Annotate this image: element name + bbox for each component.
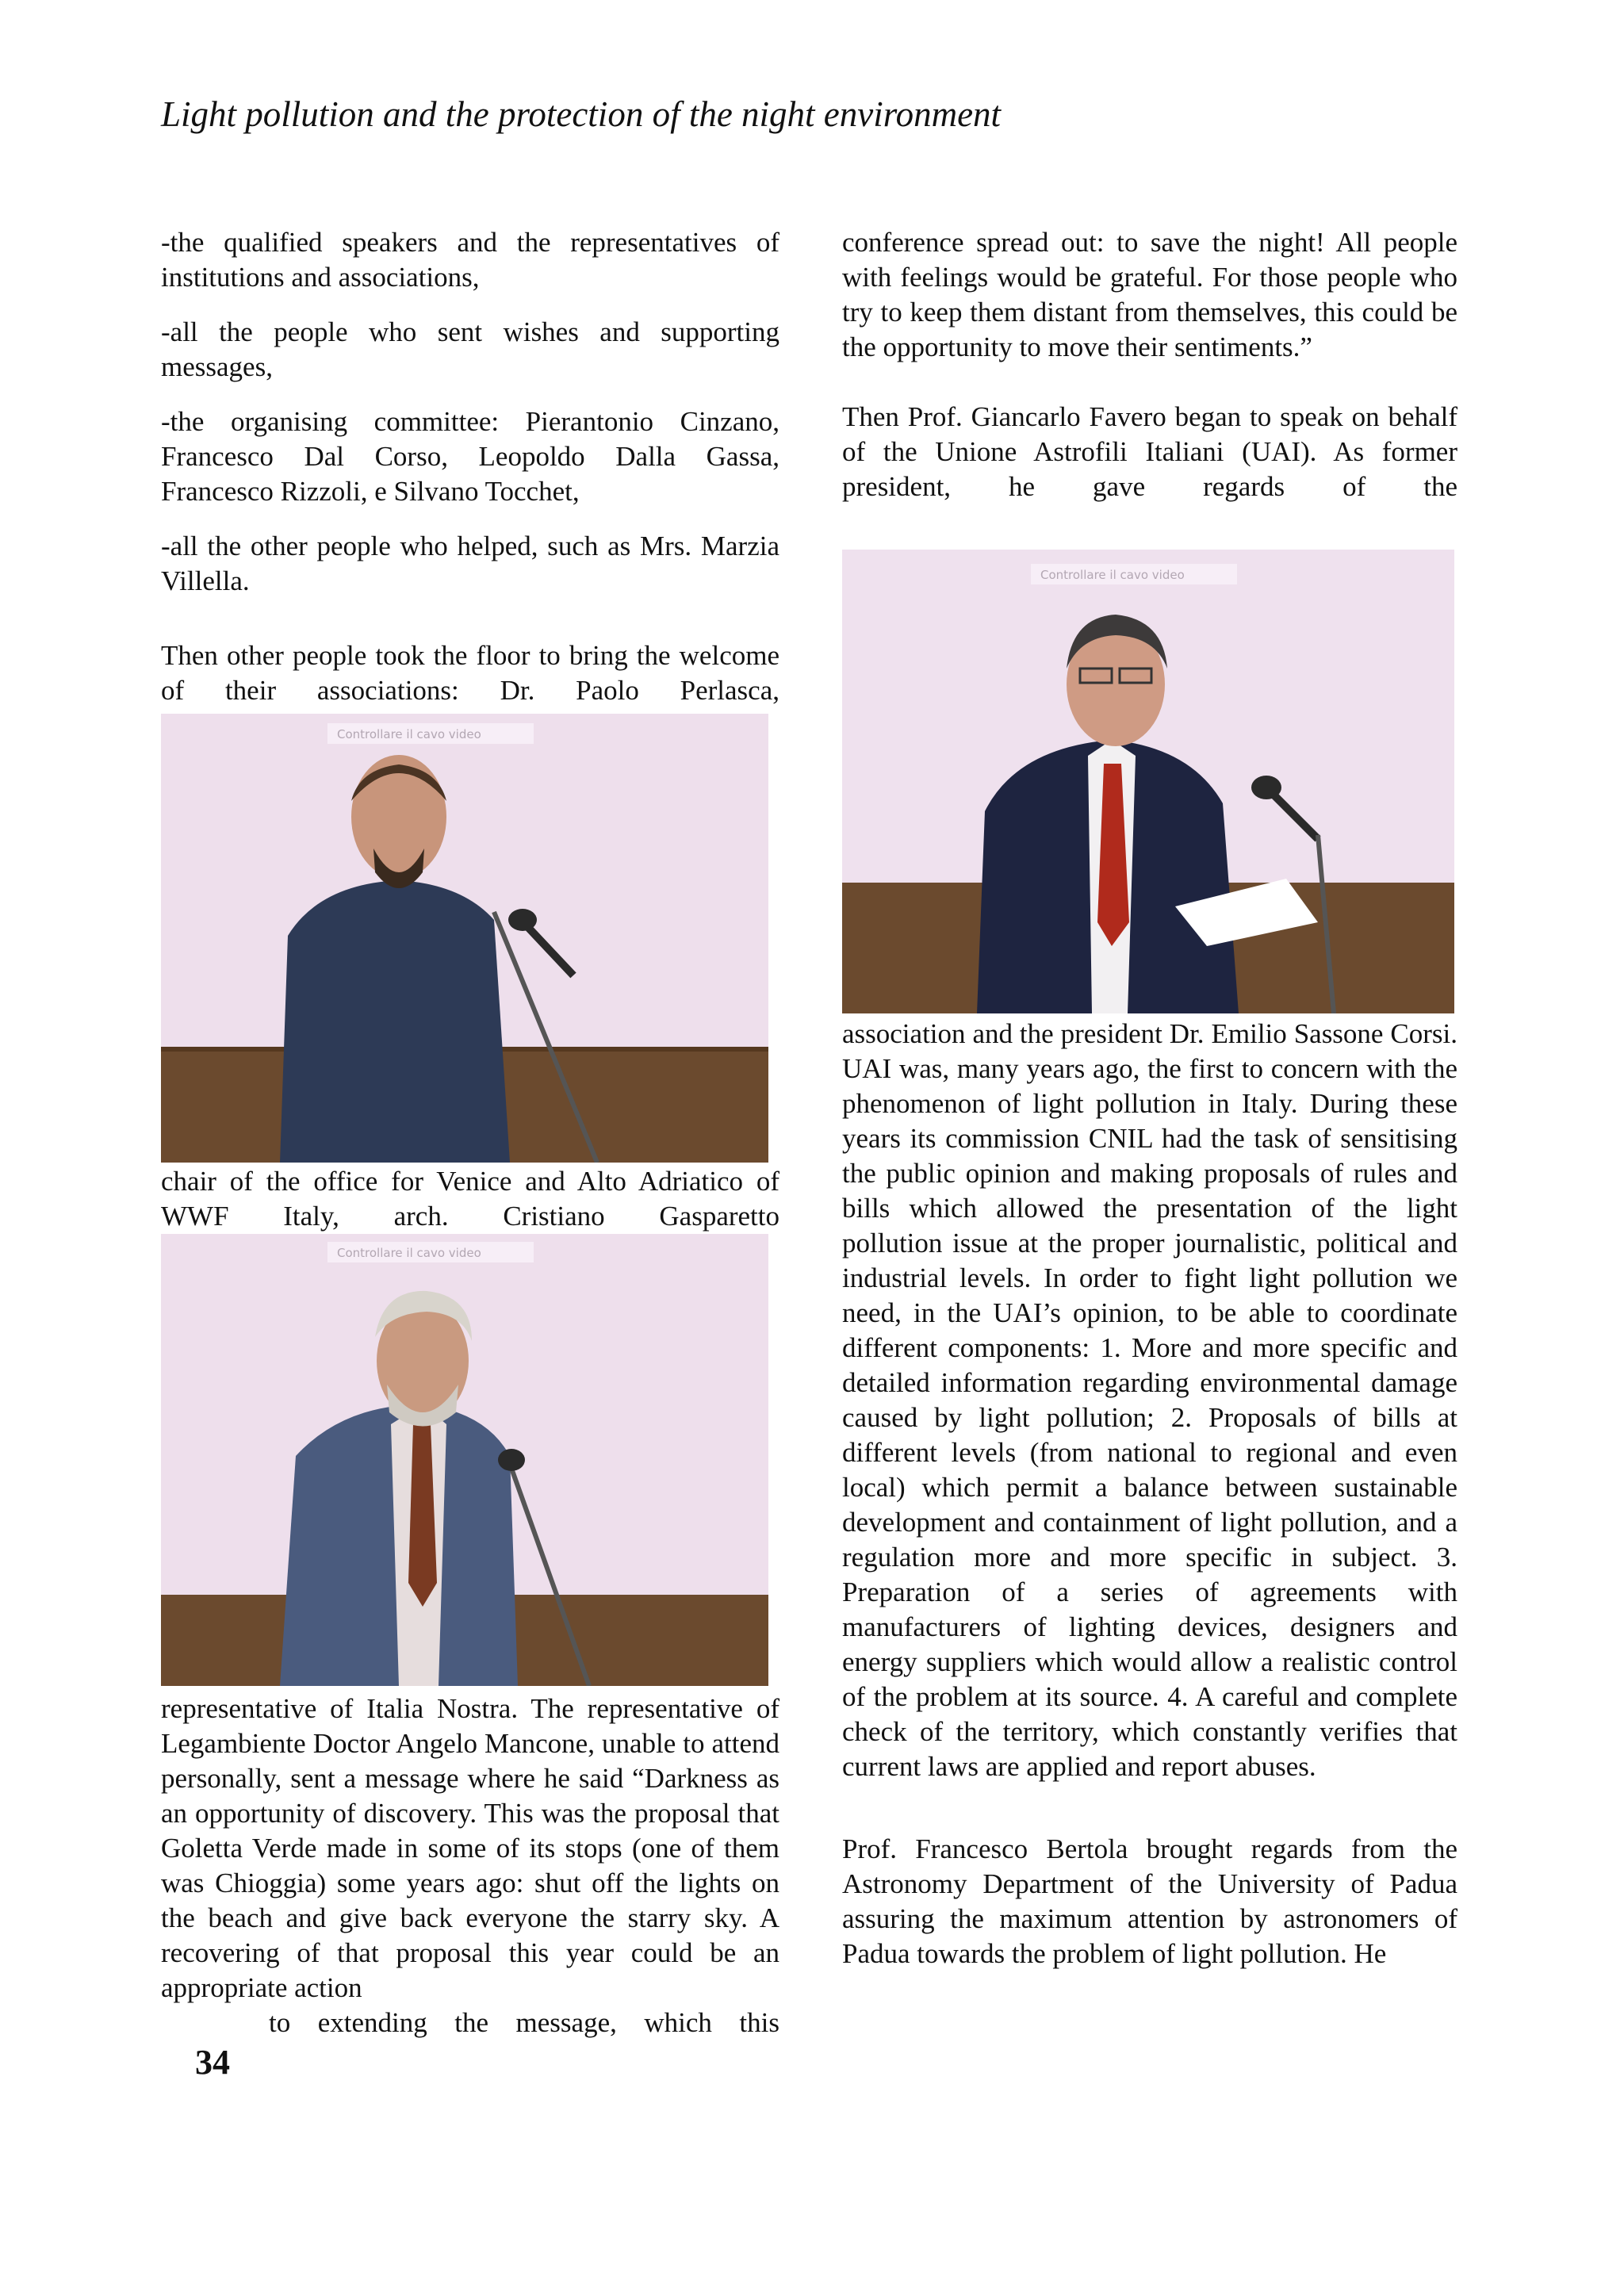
left-column-middle: chair of the office for Venice and Alto Adriatico of WWF Italy, arch. Cristiano Gasparetto <box>161 1166 779 1232</box>
photo-perlasca <box>161 714 768 1163</box>
thanks-supporters: -all the people who sent wishes and supporting messages, <box>161 316 779 382</box>
left-column-bottom <box>161 1691 779 2040</box>
page-number: 34 <box>195 2043 230 2082</box>
projector-caption: Controllare il cavo video <box>337 727 481 741</box>
right-column-bottom <box>842 1017 1457 1971</box>
quote-end-paragraph: conference spread out: to save the night! All people with feelings would be grateful. For those people who try to keep them distant from themselves, this could be the opportunity to move their sentiments.” <box>842 227 1457 362</box>
legambiente-paragraph-end: to extending the message, which this <box>269 2007 779 2038</box>
thanks-helpers: -all the other people who helped, such as Mrs. Marzia Villella. <box>161 531 779 596</box>
thanks-committee: -the organising committee: Pierantonio Cinzano, Francesco Dal Corso, Leopoldo Dalla Gassa, Francesco Rizzoli, e Silvano Tocchet, <box>161 406 779 507</box>
welcome-paragraph: Then other people took the floor to bring the welcome of their associations: Dr. Paolo Perlasca, <box>161 640 779 706</box>
photo-gasparetto <box>161 1234 768 1686</box>
projector-caption: Controllare il cavo video <box>337 1246 481 1260</box>
thanks-speakers: -the qualified speakers and the representatives of institutions and associations, <box>161 227 779 293</box>
legambiente-paragraph: representative of Italia Nostra. The representative of Legambiente Doctor Angelo Mancone, unable to attend personally, sent a message where he said “Darkness as an opportunity of discovery. This was the proposal that Goletta Verde made in some of its stops (one of them was Chioggia) some years ago: shut off the lights on the beach and give back everyone the starry sky. A recovering of that proposal this year could be an appropriate action <box>161 1693 779 2003</box>
photo-favero <box>842 550 1454 1013</box>
bertola-paragraph: Prof. Francesco Bertola brought regards from the Astronomy Department of the University of Padua assuring the maximum attention by astronomers of Padua towards the problem of light pollution. He <box>842 1833 1457 1969</box>
uai-paragraph: association and the president Dr. Emilio Sassone Corsi. UAI was, many years ago, the first to concern with the phenomenon of light pollution in Italy. During these years its commission CNIL had the task of sensitising the public opinion and making proposals of rules and bills which allowed the presentation of the light pollution issue at the proper journalistic, political and industrial levels. In order to fight light pollution we need, in the UAI’s opinion, to be able to coordinate different components: 1. More and more specific and detailed information regarding environmental damage caused by light pollution; 2. Proposals of bills at different levels (from national to regional and even local) which permit a balance between sustainable development and containment of light pollution, and a regulation more and more specific in subject. 3. Preparation of a series of agreements with manufacturers of lighting devices, designers and energy suppliers which would allow a realistic control of the problem at its source. 4. A careful and complete check of the territory, which constantly verifies that current laws are applied and report abuses. <box>842 1018 1457 1782</box>
favero-intro: Then Prof. Giancarlo Favero began to speak on behalf of the Unione Astrofili Italiani (UAI). As former president, he gave regards of the <box>842 401 1457 502</box>
right-column-top <box>842 225 1457 504</box>
running-header: Light pollution and the protection of the night environment <box>161 94 1002 134</box>
projector-caption: Controllare il cavo video <box>1040 568 1185 582</box>
left-column-top <box>161 225 779 708</box>
